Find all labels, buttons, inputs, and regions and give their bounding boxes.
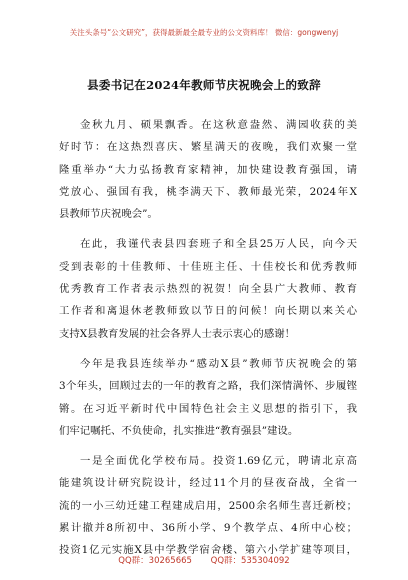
text-line: 流的一小三幼迁建工程建成启用，2500余名师生喜迁新校；: [59, 499, 357, 512]
paragraph-greetings: [59, 233, 357, 344]
text-line: 今年是我县连续举办“感动X县”教师节庆祝晚会的第: [80, 357, 357, 370]
text-line: 能建筑设计研究院设计，经过11个月的昼夜奋战，全省一: [59, 477, 357, 490]
text-line: 投资1亿元实施X县中学教学宿舍楼、第六小学扩建等项目，: [59, 544, 357, 557]
text-line: 党放心、强国有我，桃李满天下、教师最光荣，2024年X: [59, 185, 357, 198]
header-note: 关注头条号“公文研究”，获得最新最全最专业的公文资料库！ 微信：gongwenyj: [69, 28, 339, 37]
text-line: 支持X县教育发展的社会各界人士表示衷心的感谢！: [59, 327, 295, 340]
document-body: [59, 114, 357, 570]
text-line: 们牢记嘱托、不负使命，扎实推进“教育强县”建设。: [59, 424, 299, 437]
text-line: 好时节：在这热烈喜庆、繁星满天的夜晚，我们欢聚一堂: [59, 141, 357, 154]
text-line: 3个年头，回顾过去的一年的教育之路，我们深情满怀、步履铿: [59, 380, 357, 393]
qq-group-2: QQ群：535304092: [210, 556, 290, 566]
text-line: 县教师节庆祝晚会”。: [59, 208, 158, 221]
paragraph-review: [59, 353, 357, 442]
text-line: 金秋九月、硕果飘香。在这秋意盎然、满园收获的美: [80, 119, 357, 131]
text-line: 锵。在习近平新时代中国特色社会主义思想的指引下，我: [59, 402, 357, 415]
text-line: 一是全面优化学校布局。投资1.69亿元，聘请北京高: [80, 455, 357, 468]
text-line: 在此，我谨代表县四套班子和全县25万人民，向今天: [80, 238, 357, 251]
text-line: 优秀教育工作者表示热烈的祝贺！向全县广大教师、教育: [59, 283, 357, 296]
footer-contacts: [0, 554, 408, 566]
text-line: 工作者和离退休老教师致以节日的问候！向长期以来关心: [59, 305, 357, 318]
text-line: 累计撤并8所初中、36所小学、9个教学点、4所中心校；: [59, 522, 357, 535]
paragraph-opening: [59, 114, 357, 225]
text-line: 受到表彰的十佳教师、十佳班主任、十佳校长和优秀教师: [59, 260, 357, 273]
qq-group-1: QQ群：30265665: [118, 556, 192, 566]
paragraph-school-layout: [59, 450, 357, 561]
document-title: 县委书记在2024年教师节庆祝晚会上的致辞: [87, 78, 321, 92]
text-line: 隆重举办“大力弘扬教育家精神，加快建设教育强国，请: [59, 163, 357, 176]
